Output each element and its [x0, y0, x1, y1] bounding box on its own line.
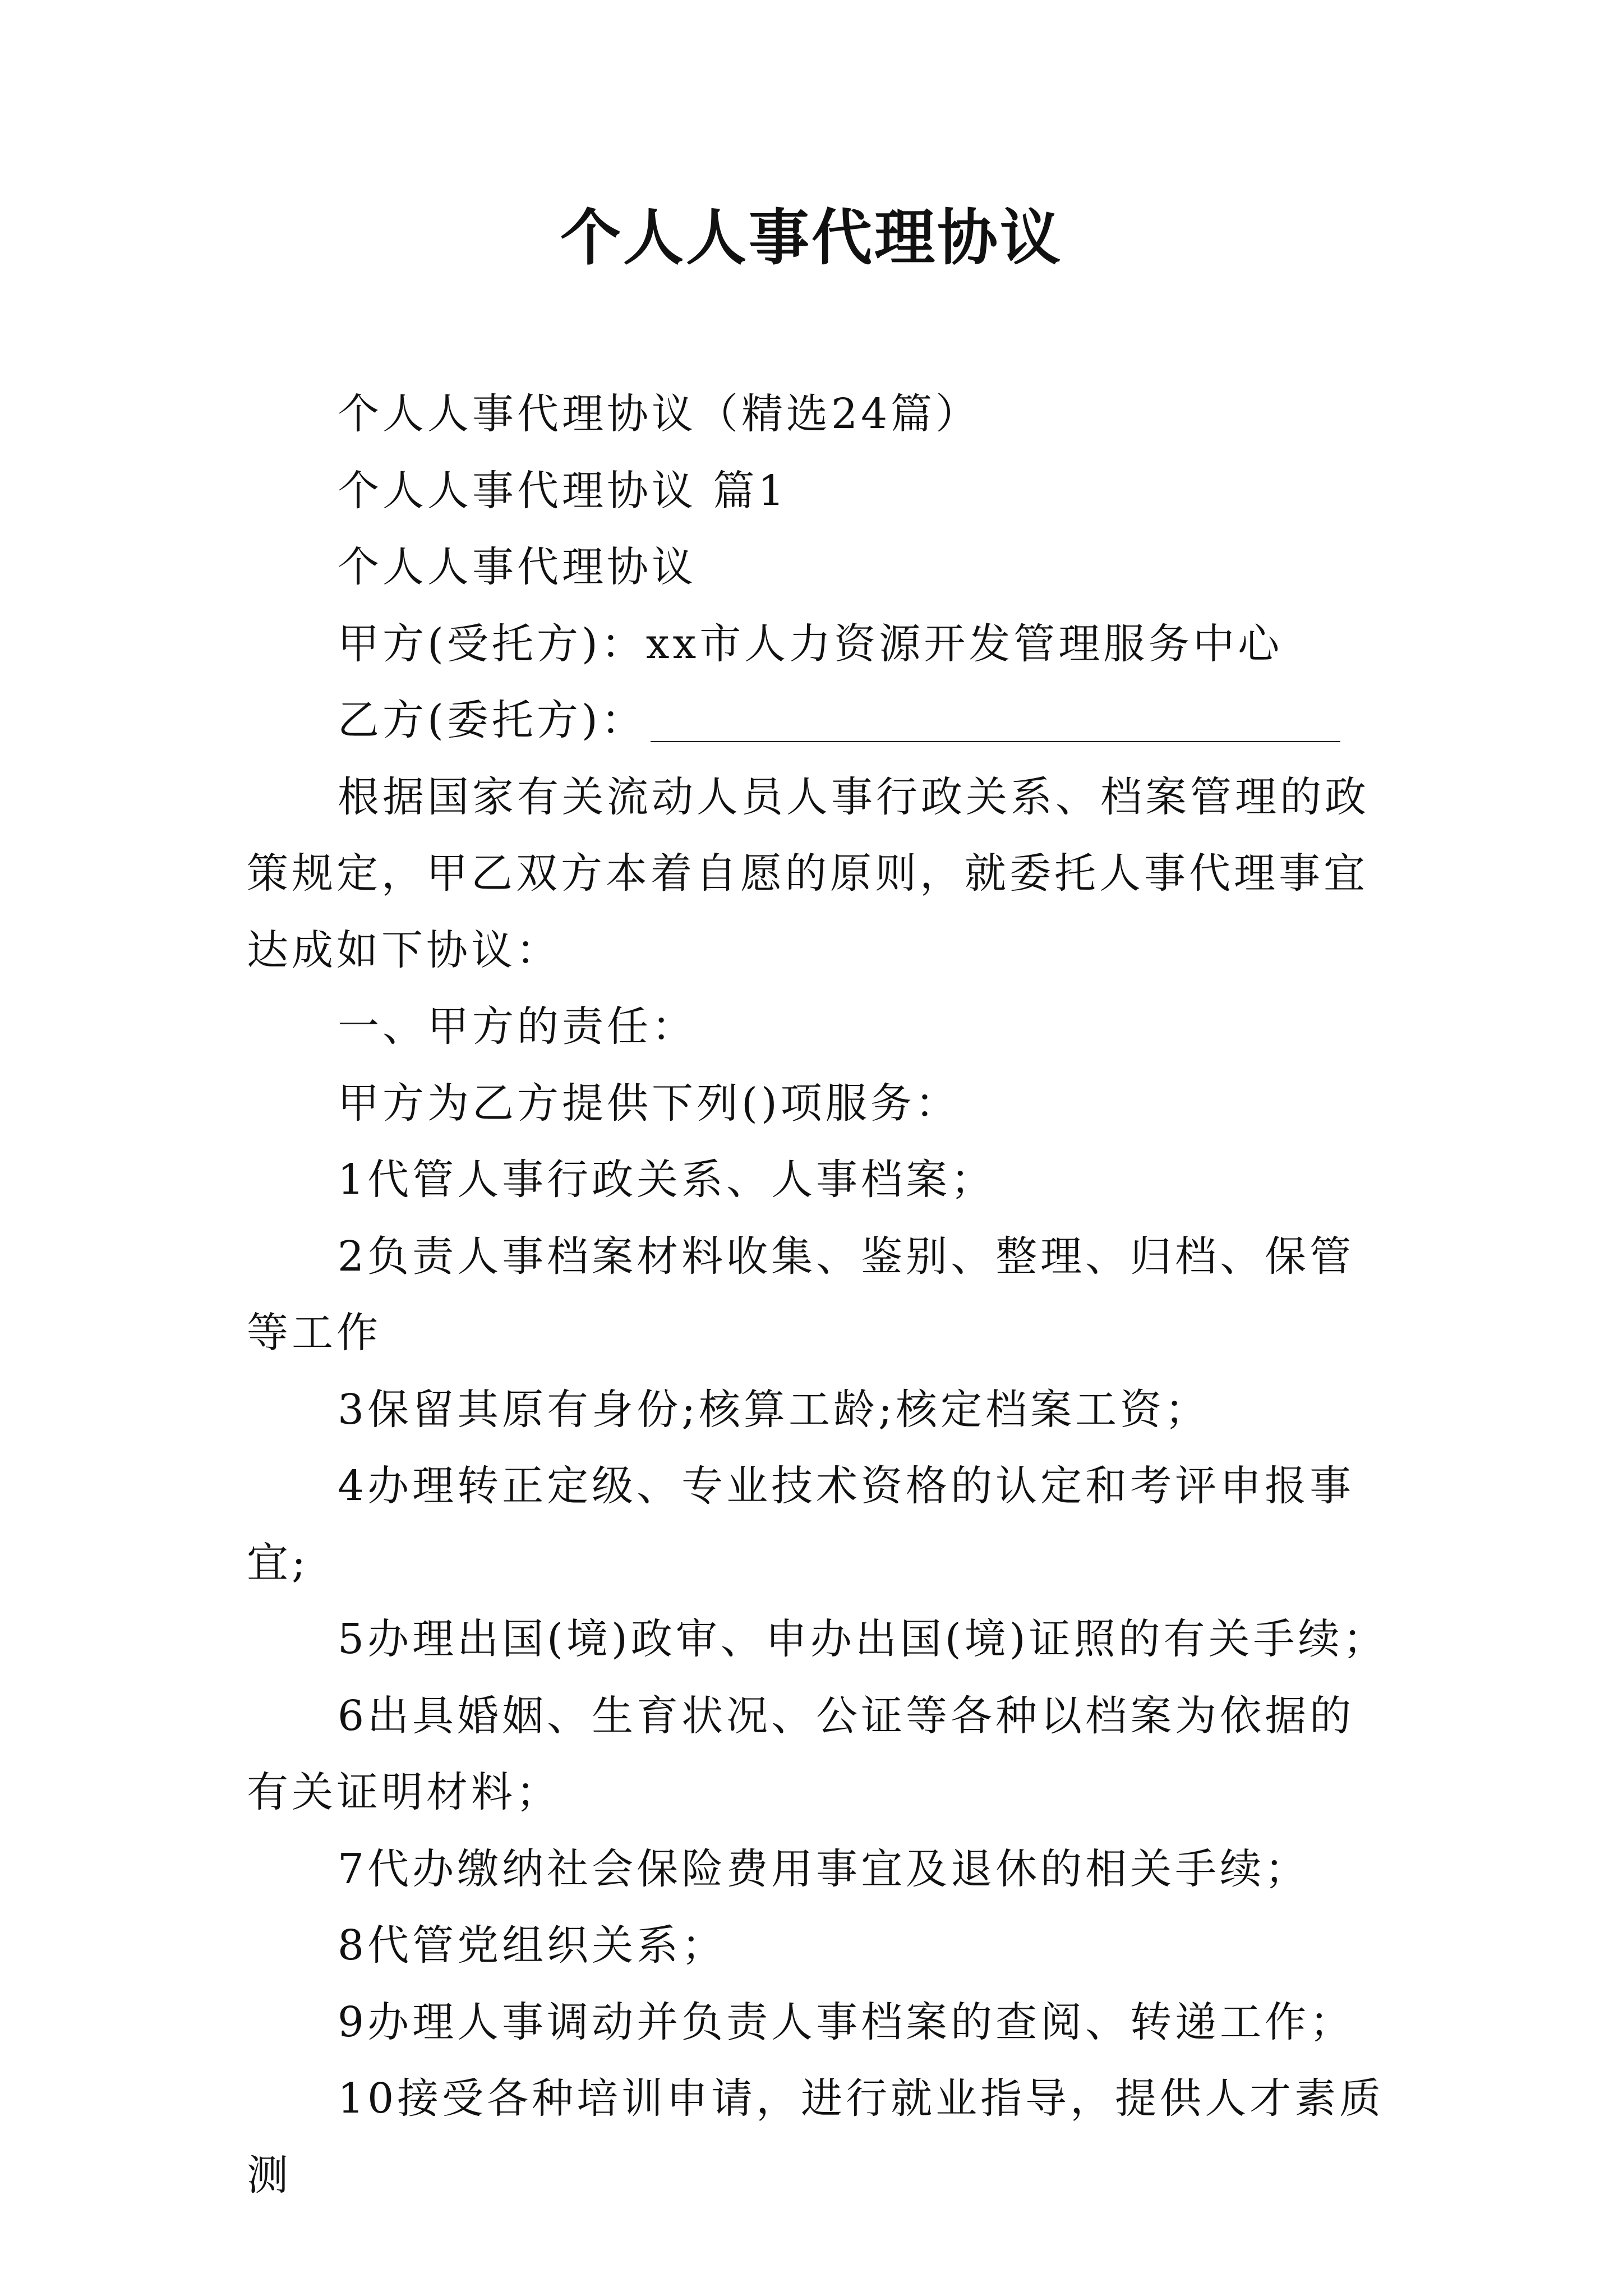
list-item-9: 9办理人事调动并负责人事档案的查阅、转递工作；	[338, 1998, 1355, 2046]
paragraph-article-heading: 个人人事代理协议 篇1	[338, 466, 788, 515]
list-item-4: 4办理转正定级、专业技术资格的认定和考评申报事宜;	[247, 1462, 1355, 1587]
list-item-2: 2负责人事档案材料收集、鉴别、整理、归档、保管等工作	[247, 1232, 1355, 1357]
party-b-blank-line	[651, 741, 1340, 742]
document-title: 个人人事代理协议	[560, 203, 1063, 273]
list-item-6: 6出具婚姻、生育状况、公证等各种以档案为依据的有关证明材料；	[247, 1691, 1355, 1816]
list-item-7: 7代办缴纳社会保险费用事宜及退休的相关手续；	[338, 1844, 1310, 1893]
list-item-10: 10接受各种培训申请，进行就业指导，提供人才素质测	[247, 2074, 1385, 2200]
paragraph-preamble: 根据国家有关流动人员人事行政关系、档案管理的政策规定，甲乙双方本着自愿的原则，就委托人事代理事宜达成如下协议：	[247, 772, 1370, 974]
paragraph-section-one: 一、甲方的责任：	[338, 1002, 697, 1051]
document-body	[247, 376, 1391, 2214]
list-item-3: 3保留其原有身份;核算工龄;核定档案工资；	[338, 1385, 1210, 1434]
paragraph-party-b	[247, 682, 1391, 759]
party-b-label: 乙方(委托方)：	[338, 696, 646, 744]
paragraph-services-intro: 甲方为乙方提供下列()项服务：	[338, 1079, 960, 1128]
paragraph-party-a: 甲方(受托方)：xx市人力资源开发管理服务中心	[338, 619, 1283, 668]
paragraph-subtitle: 个人人事代理协议（精选24篇）	[338, 390, 981, 438]
list-item-8: 8代管党组织关系；	[338, 1921, 727, 1970]
list-item-1: 1代管人事行政关系、人事档案；	[338, 1156, 996, 1204]
list-item-5: 5办理出国(境)政审、申办出国(境)证照的有关手续；	[338, 1615, 1388, 1663]
paragraph-agreement-name: 个人人事代理协议	[338, 543, 697, 591]
